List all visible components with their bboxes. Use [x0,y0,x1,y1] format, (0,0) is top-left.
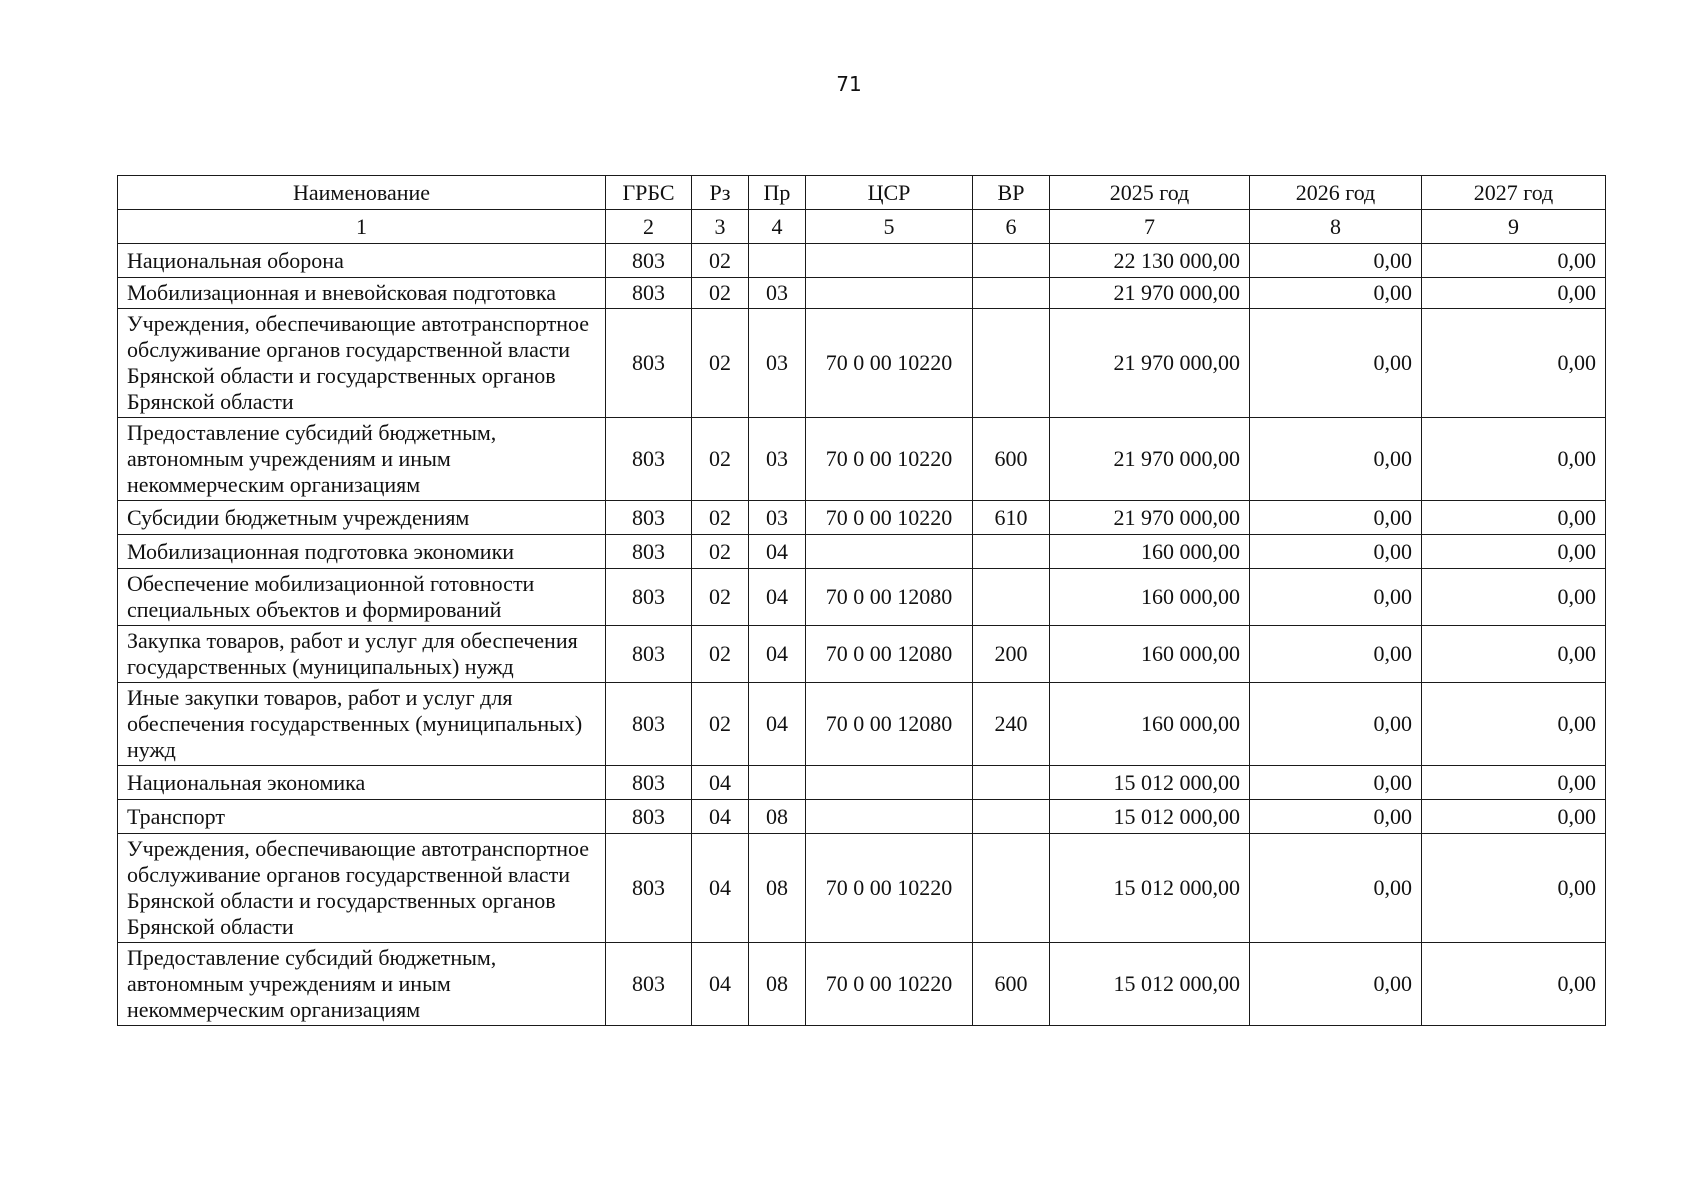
row-2026: 0,00 [1250,834,1422,943]
row-grbs: 803 [606,683,692,766]
header-2026: 2026 год [1250,176,1422,210]
row-vr [973,244,1050,278]
row-csr: 70 0 00 12080 [806,683,973,766]
row-name: Иные закупки товаров, работ и услуг для обеспечения государственных (муниципальных) нужд [118,683,606,766]
row-pr: 03 [749,309,806,418]
header-rz: Рз [692,176,749,210]
header-2025: 2025 год [1050,176,1250,210]
row-vr [973,766,1050,800]
row-vr [973,535,1050,569]
table-row [118,501,1606,535]
row-rz: 02 [692,309,749,418]
row-csr: 70 0 00 12080 [806,626,973,683]
row-grbs: 803 [606,626,692,683]
row-pr: 08 [749,834,806,943]
header-csr: ЦСР [806,176,973,210]
row-grbs: 803 [606,278,692,309]
row-pr: 08 [749,800,806,834]
row-name: Предоставление субсидий бюджетным, автономным учреждениям и иным некоммерческим организациям [118,418,606,501]
row-2027: 0,00 [1422,535,1606,569]
row-vr [973,278,1050,309]
row-2026: 0,00 [1250,418,1422,501]
row-name: Обеспечение мобилизационной готовности специальных объектов и формирований [118,569,606,626]
row-csr [806,535,973,569]
row-pr [749,766,806,800]
row-grbs: 803 [606,943,692,1026]
column-number: 5 [806,210,973,244]
row-rz: 02 [692,418,749,501]
row-2027: 0,00 [1422,683,1606,766]
table-row [118,943,1606,1026]
row-vr: 610 [973,501,1050,535]
table-row [118,683,1606,766]
row-2025: 21 970 000,00 [1050,278,1250,309]
row-vr: 200 [973,626,1050,683]
row-2026: 0,00 [1250,626,1422,683]
table-row [118,569,1606,626]
column-number-row [118,210,1606,244]
header-row [118,176,1606,210]
row-rz: 02 [692,626,749,683]
row-pr: 04 [749,683,806,766]
row-name: Субсидии бюджетным учреждениям [118,501,606,535]
column-number: 3 [692,210,749,244]
row-name: Учреждения, обеспечивающие автотранспортное обслуживание органов государственной власти Брянской области и государственных органов Брянской области [118,834,606,943]
row-rz: 02 [692,278,749,309]
table-row [118,535,1606,569]
row-pr: 03 [749,501,806,535]
row-csr: 70 0 00 10220 [806,943,973,1026]
row-csr: 70 0 00 10220 [806,501,973,535]
table-row [118,309,1606,418]
row-rz: 04 [692,834,749,943]
row-name: Учреждения, обеспечивающие автотранспортное обслуживание органов государственной власти Брянской области и государственных органов Брянской области [118,309,606,418]
row-vr [973,569,1050,626]
header-grbs: ГРБС [606,176,692,210]
table-row [118,278,1606,309]
row-grbs: 803 [606,418,692,501]
table-row [118,626,1606,683]
row-2026: 0,00 [1250,683,1422,766]
row-csr [806,278,973,309]
row-2025: 15 012 000,00 [1050,943,1250,1026]
row-rz: 02 [692,535,749,569]
row-name: Национальная экономика [118,766,606,800]
row-2025: 15 012 000,00 [1050,800,1250,834]
row-2027: 0,00 [1422,626,1606,683]
column-number: 7 [1050,210,1250,244]
header-name: Наименование [118,176,606,210]
row-2027: 0,00 [1422,309,1606,418]
row-grbs: 803 [606,501,692,535]
row-2025: 22 130 000,00 [1050,244,1250,278]
row-rz: 02 [692,683,749,766]
row-2025: 160 000,00 [1050,683,1250,766]
table-body [118,244,1606,1026]
row-vr [973,834,1050,943]
row-pr [749,244,806,278]
row-csr: 70 0 00 10220 [806,309,973,418]
row-2025: 21 970 000,00 [1050,501,1250,535]
row-2026: 0,00 [1250,309,1422,418]
header-2027: 2027 год [1422,176,1606,210]
row-2025: 160 000,00 [1050,569,1250,626]
row-rz: 04 [692,943,749,1026]
row-csr: 70 0 00 12080 [806,569,973,626]
row-rz: 04 [692,800,749,834]
row-2026: 0,00 [1250,535,1422,569]
table-row [118,766,1606,800]
row-2027: 0,00 [1422,278,1606,309]
row-rz: 02 [692,501,749,535]
row-grbs: 803 [606,569,692,626]
row-grbs: 803 [606,244,692,278]
row-vr: 240 [973,683,1050,766]
table-row [118,244,1606,278]
table-row [118,418,1606,501]
row-name: Транспорт [118,800,606,834]
row-rz: 02 [692,569,749,626]
row-2027: 0,00 [1422,418,1606,501]
row-2025: 160 000,00 [1050,626,1250,683]
row-rz: 02 [692,244,749,278]
row-2027: 0,00 [1422,766,1606,800]
row-vr [973,309,1050,418]
row-vr [973,800,1050,834]
row-csr [806,766,973,800]
row-csr: 70 0 00 10220 [806,418,973,501]
column-number: 9 [1422,210,1606,244]
row-csr: 70 0 00 10220 [806,834,973,943]
row-2027: 0,00 [1422,943,1606,1026]
row-name: Мобилизационная подготовка экономики [118,535,606,569]
page-number: 71 [836,72,862,96]
row-vr: 600 [973,943,1050,1026]
row-pr: 04 [749,535,806,569]
row-pr: 03 [749,418,806,501]
column-number: 4 [749,210,806,244]
row-grbs: 803 [606,766,692,800]
table-row [118,800,1606,834]
row-2027: 0,00 [1422,244,1606,278]
row-name: Национальная оборона [118,244,606,278]
column-number: 6 [973,210,1050,244]
row-pr: 04 [749,626,806,683]
row-csr [806,800,973,834]
row-name: Закупка товаров, работ и услуг для обеспечения государственных (муниципальных) нужд [118,626,606,683]
row-2025: 21 970 000,00 [1050,418,1250,501]
row-2026: 0,00 [1250,569,1422,626]
row-csr [806,244,973,278]
row-name: Предоставление субсидий бюджетным, автономным учреждениям и иным некоммерческим организациям [118,943,606,1026]
row-grbs: 803 [606,800,692,834]
row-2025: 15 012 000,00 [1050,834,1250,943]
column-number: 8 [1250,210,1422,244]
row-grbs: 803 [606,309,692,418]
table-row [118,834,1606,943]
row-2026: 0,00 [1250,244,1422,278]
row-pr: 03 [749,278,806,309]
row-pr: 04 [749,569,806,626]
row-2027: 0,00 [1422,569,1606,626]
header-pr: Пр [749,176,806,210]
row-2027: 0,00 [1422,800,1606,834]
row-rz: 04 [692,766,749,800]
budget-table [117,175,1606,1026]
row-grbs: 803 [606,535,692,569]
column-number: 1 [118,210,606,244]
row-2027: 0,00 [1422,834,1606,943]
header-vr: ВР [973,176,1050,210]
row-2026: 0,00 [1250,278,1422,309]
row-2025: 160 000,00 [1050,535,1250,569]
row-grbs: 803 [606,834,692,943]
row-2026: 0,00 [1250,943,1422,1026]
row-name: Мобилизационная и вневойсковая подготовка [118,278,606,309]
row-2026: 0,00 [1250,766,1422,800]
row-2026: 0,00 [1250,800,1422,834]
row-2025: 21 970 000,00 [1050,309,1250,418]
row-pr: 08 [749,943,806,1026]
row-2025: 15 012 000,00 [1050,766,1250,800]
row-2026: 0,00 [1250,501,1422,535]
row-vr: 600 [973,418,1050,501]
column-number: 2 [606,210,692,244]
row-2027: 0,00 [1422,501,1606,535]
